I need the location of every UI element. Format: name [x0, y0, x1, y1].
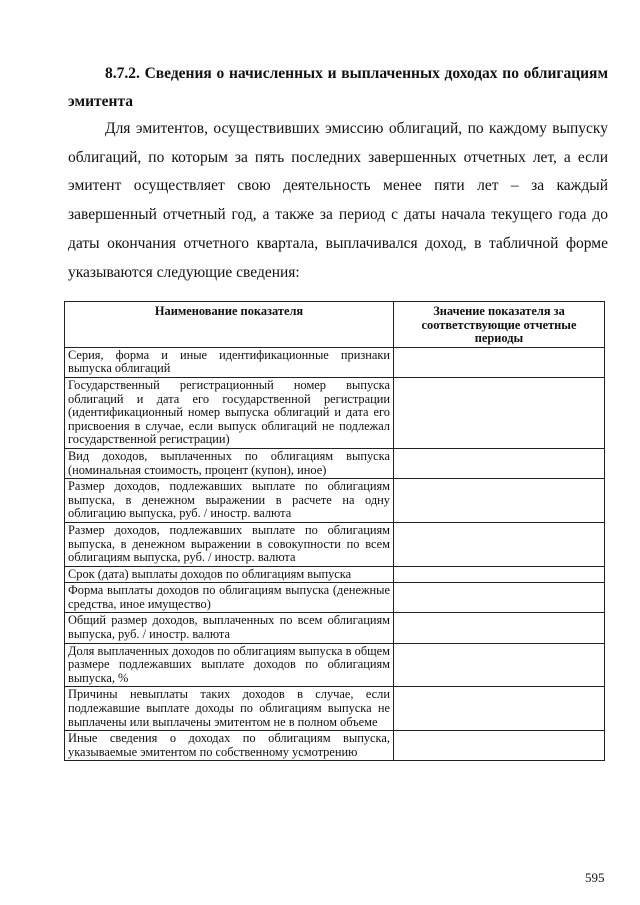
table-header-row	[65, 302, 605, 348]
indicator-value-cell[interactable]	[394, 613, 605, 643]
page-number: 595	[585, 870, 605, 885]
indicator-name-cell: Иные сведения о доходах по облигациям выпуска, указываемые эмитентом по собственному усмотрению	[65, 731, 394, 761]
table-row	[65, 643, 605, 687]
table-row	[65, 613, 605, 643]
table-row	[65, 377, 605, 448]
section-heading: 8.7.2. Сведения о начисленных и выплаченных доходах по облигациям эмитента	[68, 65, 608, 110]
table-row	[65, 687, 605, 731]
indicator-name-cell: Причины невыплаты таких доходов в случае, если подлежавшие выплате доходы по облигациям выпуска не выплачены или выплачены эмитентом не в полном объеме	[65, 687, 394, 731]
bond-income-table	[64, 301, 605, 761]
intro-paragraph: Для эмитентов, осуществивших эмиссию облигаций, по каждому выпуску облигаций, по которым за пять последних завершенных отчетных лет, а если эмитент осуществляет свою деятельность менее пяти лет – за каждый завершенный отчетный год, а также за период с даты начала текущего года до даты окончания отчетного квартала, выплачивался доход, в табличной форме указываются следующие сведения:	[68, 120, 608, 281]
table-row	[65, 566, 605, 583]
indicator-name-cell: Серия, форма и иные идентификационные признаки выпуска облигаций	[65, 347, 394, 377]
header-indicator-value: Значение показателя за соответствующие отчетные периоды	[394, 302, 605, 348]
table-row	[65, 522, 605, 566]
table-row	[65, 583, 605, 613]
indicator-value-cell[interactable]	[394, 522, 605, 566]
indicator-value-cell[interactable]	[394, 687, 605, 731]
header-indicator-name: Наименование показателя	[65, 302, 394, 348]
table-row	[65, 731, 605, 761]
indicator-value-cell[interactable]	[394, 731, 605, 761]
indicator-value-cell[interactable]	[394, 583, 605, 613]
indicator-value-cell[interactable]	[394, 347, 605, 377]
indicator-value-cell[interactable]	[394, 479, 605, 523]
indicator-name-cell: Общий размер доходов, выплаченных по всем облигациям выпуска, руб. / иностр. валюта	[65, 613, 394, 643]
indicator-name-cell: Размер доходов, подлежавших выплате по облигациям выпуска, в денежном выражении в совокупности по всем облигациям выпуска, руб. / иностр. валюта	[65, 522, 394, 566]
indicator-value-cell[interactable]	[394, 448, 605, 478]
indicator-value-cell[interactable]	[394, 377, 605, 448]
indicator-name-cell: Доля выплаченных доходов по облигациям выпуска в общем размере подлежавших выплате доходов по облигациям выпуска, %	[65, 643, 394, 687]
indicator-value-cell[interactable]	[394, 643, 605, 687]
indicator-name-cell: Вид доходов, выплаченных по облигациям выпуска (номинальная стоимость, процент (купон), иное)	[65, 448, 394, 478]
indicator-name-cell: Срок (дата) выплаты доходов по облигациям выпуска	[65, 566, 394, 583]
indicator-name-cell: Форма выплаты доходов по облигациям выпуска (денежные средства, иное имущество)	[65, 583, 394, 613]
indicator-name-cell: Государственный регистрационный номер выпуска облигаций и дата его государственной регистрации (идентификационный номер выпуска облигаций и дата его присвоения в случае, если выпуск облигаций не подлежал государственной регистрации)	[65, 377, 394, 448]
indicator-value-cell[interactable]	[394, 566, 605, 583]
table-row	[65, 479, 605, 523]
table-row	[65, 448, 605, 478]
table-row	[65, 347, 605, 377]
indicator-name-cell: Размер доходов, подлежавших выплате по облигациям выпуска, в денежном выражении в расчете на одну облигацию выпуска, руб. / иностр. валюта	[65, 479, 394, 523]
